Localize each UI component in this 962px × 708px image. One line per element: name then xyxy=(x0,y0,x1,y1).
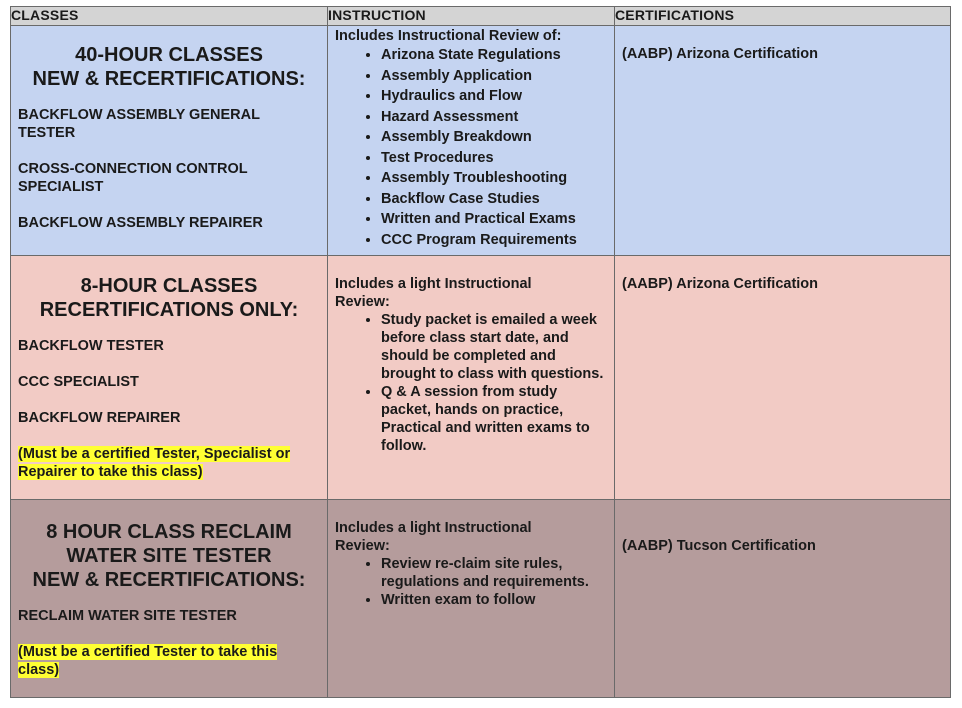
table-row-reclaim xyxy=(11,500,951,698)
instruction-cell xyxy=(328,26,615,256)
class-name: CROSS-CONNECTION CONTROL SPECIALIST xyxy=(18,161,248,195)
list-item: • Review re-claim site rules, regulations and requirements. xyxy=(381,555,607,591)
prerequisite-note: (Must be a certified Tester to take this class) xyxy=(18,644,278,679)
class-name: RECLAIM WATER SITE TESTER xyxy=(18,608,237,625)
list-item: • Assembly Application xyxy=(381,66,607,87)
list-item: • Assembly Breakdown xyxy=(381,127,607,148)
instruction-cell xyxy=(328,255,615,500)
header-certifications: CERTIFICATIONS xyxy=(615,7,951,26)
table-row-8-hour xyxy=(11,255,951,500)
prerequisite-note-wrap xyxy=(18,643,308,679)
instruction-intro: Includes Instructional Review of: xyxy=(335,28,562,44)
header-classes: CLASSES xyxy=(11,7,328,26)
certification-text: (AABP) Arizona Certification xyxy=(622,275,819,292)
class-name: BACKFLOW REPAIRER xyxy=(18,409,181,426)
list-item: • Q & A session from study packet, hands on practice, Practical and written exams to follow. xyxy=(381,383,607,455)
certification-text: (AABP) Tucson Certification xyxy=(622,538,816,555)
class-title-line1: 8 HOUR CLASS RECLAIM xyxy=(46,521,292,544)
instruction-intro: Includes a light Instructional Review: xyxy=(335,275,532,310)
certification-cell xyxy=(615,255,951,500)
certification-text: (AABP) Arizona Certification xyxy=(622,46,819,62)
instruction-list xyxy=(335,45,607,250)
list-item: • Written exam to follow xyxy=(381,591,607,609)
list-item: • Hydraulics and Flow xyxy=(381,86,607,107)
instruction-cell xyxy=(328,500,615,698)
list-item: • Study packet is emailed a week before class start date, and should be completed and brought to class with questions. xyxy=(381,311,607,383)
classes-cell xyxy=(11,255,328,500)
list-item: • Hazard Assessment xyxy=(381,107,607,128)
classes-table xyxy=(10,6,951,698)
list-item: • Backflow Case Studies xyxy=(381,189,607,210)
prerequisite-note-wrap xyxy=(18,445,318,481)
class-title-line1: 8-HOUR CLASSES xyxy=(80,274,258,297)
list-item: • Assembly Troubleshooting xyxy=(381,168,607,189)
class-title-line2: NEW & RECERTIFICATIONS: xyxy=(32,68,306,90)
class-name: BACKFLOW ASSEMBLY REPAIRER xyxy=(18,215,263,231)
instruction-list xyxy=(335,555,607,609)
class-name: CCC SPECIALIST xyxy=(18,373,139,390)
class-title-line2: RECERTIFICATIONS ONLY: xyxy=(39,298,299,321)
class-name: BACKFLOW ASSEMBLY GENERAL TESTER xyxy=(18,107,260,141)
classes-cell xyxy=(11,26,328,256)
classes-cell xyxy=(11,500,328,698)
class-title-line3: NEW & RECERTIFICATIONS: xyxy=(32,569,306,592)
class-name: BACKFLOW TESTER xyxy=(18,337,164,354)
list-item: • CCC Program Requirements xyxy=(381,230,607,251)
list-item: • Test Procedures xyxy=(381,148,607,169)
certification-cell xyxy=(615,500,951,698)
class-title-line2: WATER SITE TESTER xyxy=(66,545,272,568)
certification-cell xyxy=(615,26,951,256)
instruction-list xyxy=(335,311,607,455)
table-row-40-hour xyxy=(11,26,951,256)
prerequisite-note: (Must be a certified Tester, Specialist or Repairer to take this class) xyxy=(18,445,291,480)
header-instruction: INSTRUCTION xyxy=(328,7,615,26)
class-title-line1: 40-HOUR CLASSES xyxy=(75,44,263,66)
header-row xyxy=(11,7,951,26)
list-item: • Written and Practical Exams xyxy=(381,209,607,230)
instruction-intro: Includes a light Instructional Review: xyxy=(335,520,532,555)
list-item: • Arizona State Regulations xyxy=(381,45,607,66)
